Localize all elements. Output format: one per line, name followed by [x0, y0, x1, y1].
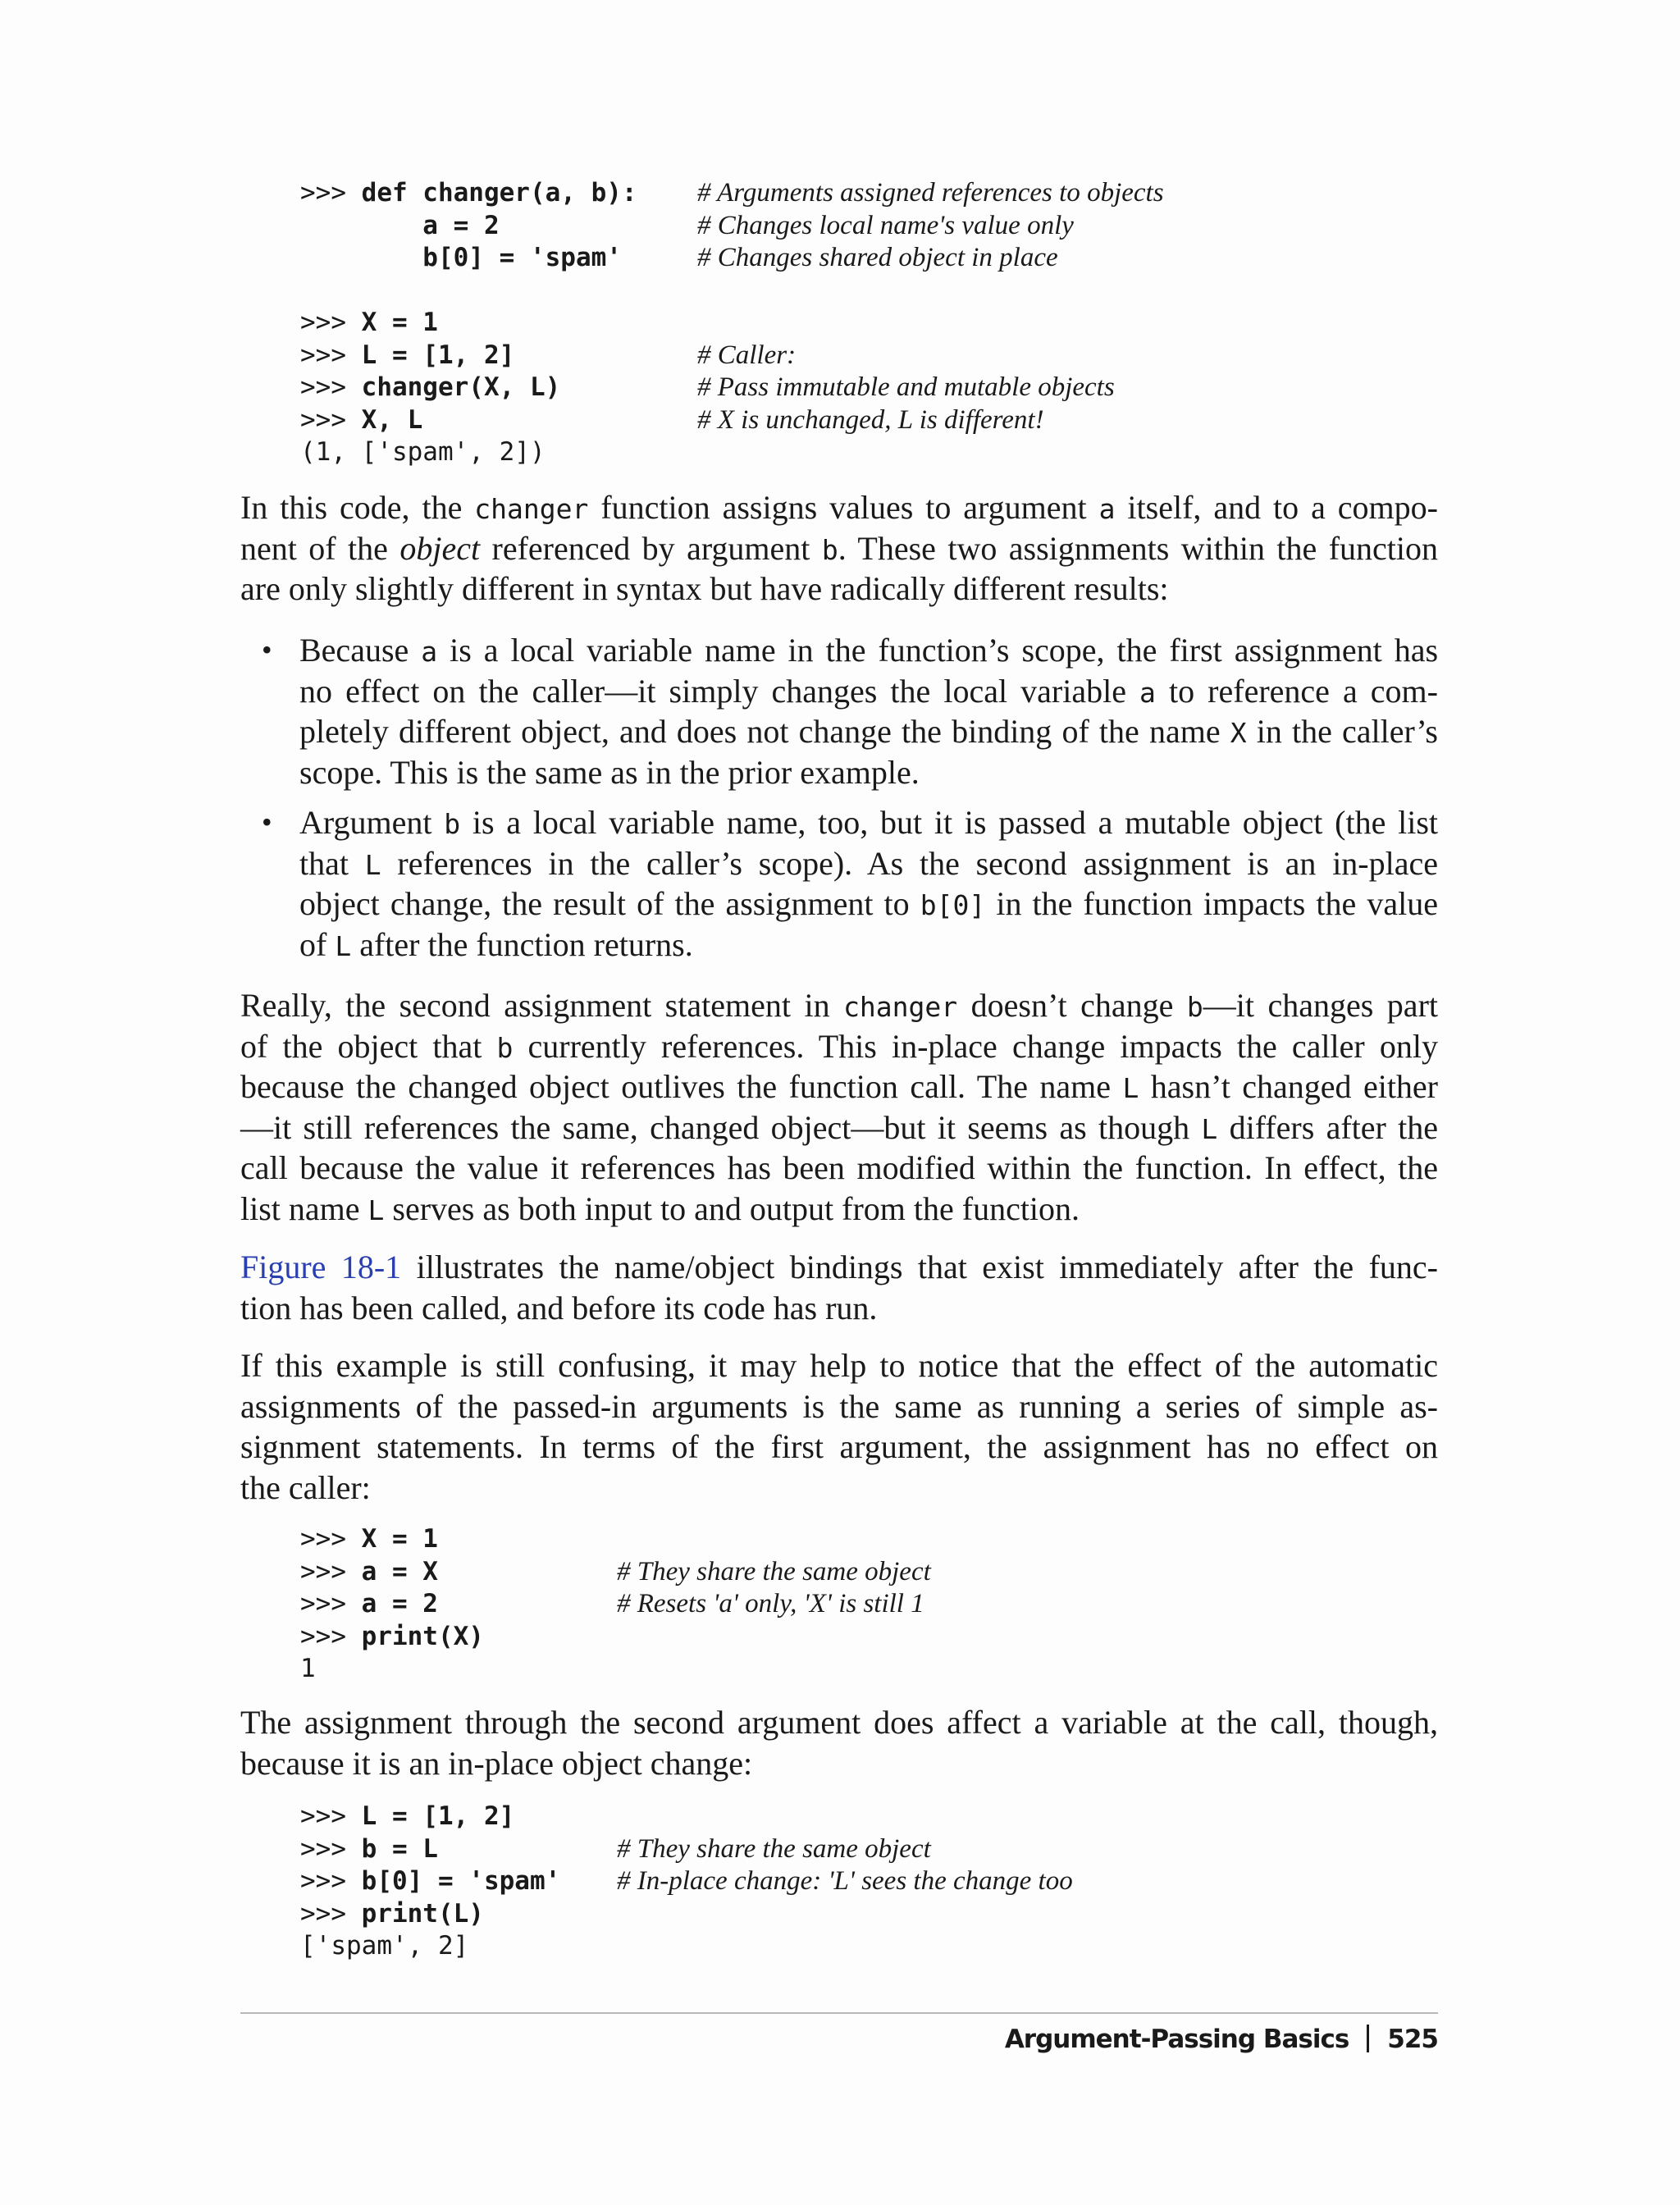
footer-divider: [240, 2012, 1438, 2014]
code-line: >>> L = [1, 2]: [300, 1801, 515, 1831]
text-line: no effect on the caller—it simply changes the local variable a to reference a com-: [299, 672, 1438, 710]
text-line: the caller:: [240, 1468, 371, 1506]
code-line: [300, 275, 637, 308]
code-line: >>> X, L # X is unchanged, L is different!: [300, 404, 1044, 435]
text-line: call because the value it references has been modified within the function. In effect, the: [240, 1149, 1438, 1186]
text-line: Figure 18-1 illustrates the name/object bindings that exist immediately after the func-: [240, 1249, 1438, 1285]
code-line: b[0] = 'spam' # Changes shared object in place: [300, 243, 1058, 272]
text-line: object change, the result of the assignment to b[0] in the function impacts the value: [299, 885, 1438, 922]
text-line: —it still references the same, changed object—but it seems as though L differs after the: [240, 1108, 1438, 1146]
text-line: of the object that b currently references. This in-place change impacts the caller only: [240, 1027, 1438, 1065]
text-line: signment statements. In terms of the first argument, the assignment has no effect on: [240, 1428, 1438, 1465]
paragraph-figure-ref: [240, 1247, 1438, 1328]
footer-separator: [1367, 2025, 1369, 2052]
paragraph-confusing: [240, 1345, 1438, 1508]
text-line: because it is an in-place object change:: [240, 1744, 753, 1782]
running-section-title: Argument-Passing Basics: [1004, 2025, 1349, 2054]
text-line: of L after the function returns.: [299, 925, 693, 963]
text-line: assignments of the passed-in arguments is the same as running a series of simple as-: [240, 1387, 1438, 1425]
figure-18-1-link[interactable]: Figure 18-1: [240, 1249, 402, 1285]
code-line: a = 2 # Changes local name's value only: [300, 210, 1074, 240]
code-line: >>> a = 2 # Resets 'a' only, 'X' is still 1: [300, 1589, 924, 1618]
text-line: nent of the object referenced by argument b. These two assignments within the function: [240, 529, 1438, 567]
text-line: Argument b is a local variable name, too, but it is passed a mutable object (the list: [299, 804, 1438, 841]
text-line: Because a is a local variable name in the function’s scope, the first assignment has: [299, 632, 1439, 669]
text-line: are only slightly different in syntax but have radically different results:: [240, 570, 1169, 607]
text-line: that L references in the caller’s scope). As the second assignment is an in-place: [299, 844, 1438, 882]
code-block-second-argument: [300, 1801, 1073, 1963]
code-line: >>> def changer(a, b): # Arguments assigned references to objects: [300, 178, 1164, 208]
text-line: because the changed object outlives the function call. The name L hasn’t changed either: [240, 1068, 1439, 1105]
code-output-line: ['spam', 2]: [300, 1931, 469, 1961]
code-line: >>> print(L): [300, 1898, 484, 1929]
code-line: >>> L = [1, 2] # Caller:: [300, 340, 797, 370]
code-line: >>> b = L # They share the same object: [300, 1833, 931, 1864]
code-line: >>> a = X # They share the same object: [300, 1556, 931, 1586]
paragraph-intro: [240, 487, 1438, 609]
text-line: Really, the second assignment statement in changer doesn’t change b—it changes part: [240, 987, 1438, 1024]
bullet-item-mutable-object: [240, 802, 1438, 965]
bullet-icon: •: [262, 806, 272, 838]
text-line: The assignment through the second argument does affect a variable at the call, though,: [240, 1704, 1438, 1741]
text-line: In this code, the changer function assigns values to argument a itself, and to a compo-: [240, 489, 1438, 526]
code-block-changer: [300, 177, 1164, 469]
text-line: list name L serves as both input to and output from the function.: [240, 1189, 1080, 1227]
code-line: >>> changer(X, L) # Pass immutable and mutable objects: [300, 372, 1115, 402]
bullet-item-local-name: [240, 630, 1438, 792]
text-line: tion has been called, and before its code has run.: [240, 1289, 878, 1326]
text-line: scope. This is the same as in the prior example.: [299, 753, 920, 791]
code-line: >>> X = 1: [300, 308, 438, 337]
code-block-first-argument: [300, 1523, 931, 1686]
page-number: 525: [1387, 2025, 1438, 2054]
code-line: >>> X = 1: [300, 1524, 438, 1554]
code-output-line: 1: [300, 1654, 316, 1683]
paragraph-really: [240, 985, 1438, 1229]
code-line: >>> print(X): [300, 1621, 484, 1651]
bullet-list: [240, 630, 1438, 975]
bullet-icon: •: [262, 633, 272, 666]
text-line: If this example is still confusing, it may help to notice that the effect of the automatic: [240, 1347, 1438, 1384]
code-line: >>> b[0] = 'spam' # In-place change: 'L' sees the change too: [300, 1866, 1073, 1896]
page-footer: [1005, 2025, 1438, 2054]
code-output-line: (1, ['spam', 2]): [300, 437, 546, 467]
text-line: pletely different object, and does not change the binding of the name X in the caller’s: [299, 713, 1439, 750]
paragraph-second-argument: [240, 1702, 1438, 1783]
